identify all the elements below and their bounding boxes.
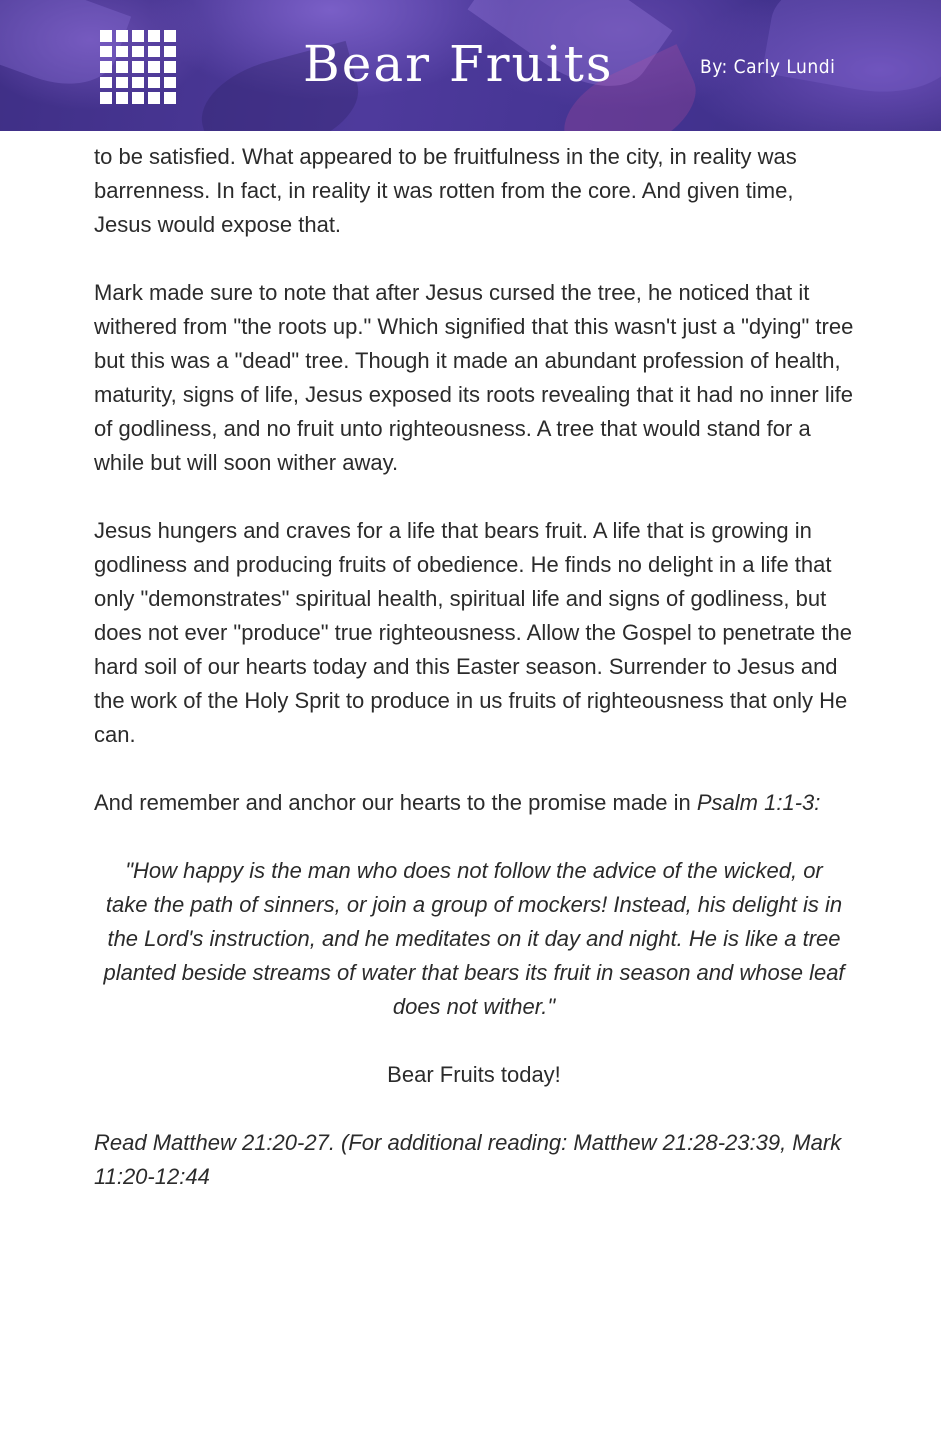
author-byline: By: Carly Lundi — [700, 56, 836, 78]
paragraph-4 — [94, 786, 854, 820]
paragraph-2: Mark made sure to note that after Jesus cursed the tree, he noticed that it withered from "the roots up." Which signified that this wasn't just a "dying" tree but this was a "dead" tree. Though it made an abundant profession of health, maturity, signs of life, Jesus exposed its roots revealing that it had no inner life of godliness, and no fruit unto righteousness. A tree that would stand for a while but will soon wither away. — [94, 280, 854, 475]
article-body — [94, 140, 854, 1228]
reading-note-text: Read Matthew 21:20-27. (For additional reading: Matthew 21:28-23:39, Mark 11:20-12:44 — [94, 1130, 842, 1189]
header-banner — [0, 0, 941, 131]
closing-line: Bear Fruits today! — [387, 1062, 561, 1087]
scripture-reference: Psalm 1:1-3: — [696, 790, 821, 815]
scripture-quote: "How happy is the man who does not follow the advice of the wicked, or take the path of sinners, or join a group of mockers! Instead, his delight is in the Lord's instruction, and he meditates on it day and night. He is like a tree planted beside streams of water that bears its fruit in season and whose leaf does not wither." — [103, 858, 845, 1019]
reading-note — [94, 1126, 854, 1194]
grid-logo-icon — [100, 30, 176, 104]
page-title: Bear Fruits — [303, 35, 614, 93]
paragraph-1: to be satisfied. What appeared to be fruitfulness in the city, in reality was barrenness. In fact, in reality it was rotten from the core. And given time, Jesus would expose that. — [94, 144, 797, 237]
paragraph-4-text: And remember and anchor our hearts to the promise made in — [94, 790, 697, 815]
paragraph-3: Jesus hungers and craves for a life that bears fruit. A life that is growing in godliness and producing fruits of obedience. He finds no delight in a life that only "demonstrates" spiritual health, spiritual life and signs of godliness, but does not ever "produce" true righteousness. Allow the Gospel to penetrate the hard soil of our hearts today and this Easter season. Surrender to Jesus and the work of the Holy Sprit to produce in us fruits of righteousness that only He can. — [94, 518, 852, 747]
leaf-decoration — [762, 0, 941, 106]
